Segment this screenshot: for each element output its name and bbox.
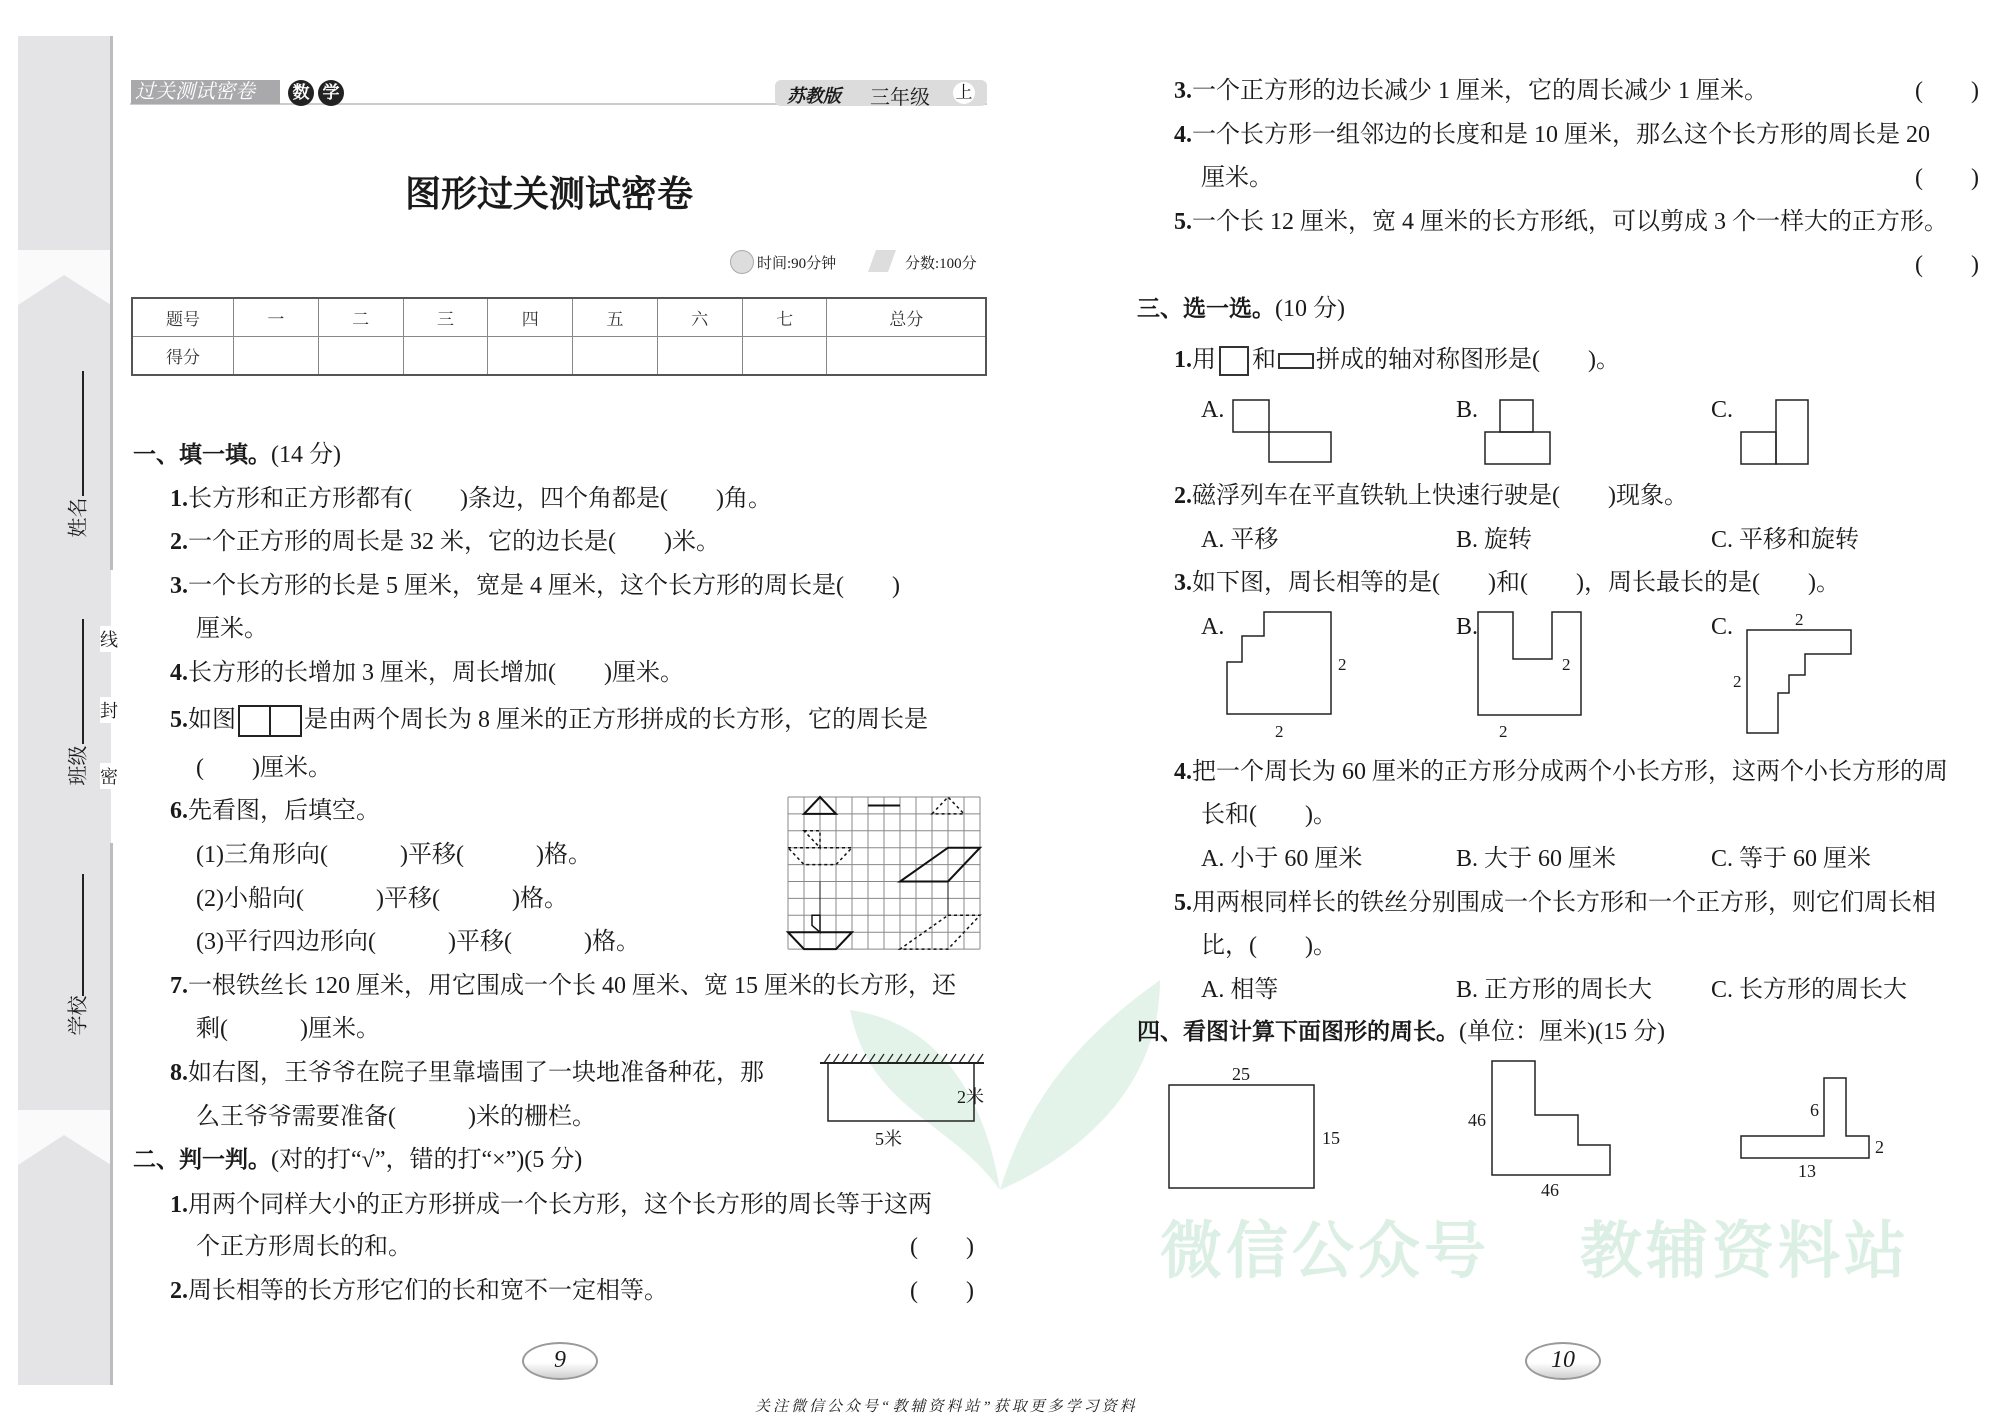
q-number: 8. [170, 1060, 188, 1086]
option-label[interactable]: C. [1711, 397, 1734, 423]
question-cont: 长和( )。 [1201, 802, 1337, 828]
q-number: 4. [1174, 759, 1192, 785]
q-text: 先看图，后填空。 [188, 798, 380, 824]
total-score: 分数:100分 [905, 256, 977, 272]
q-text: 把一个周长为 60 厘米的正方形分成两个小长方形，这两个小长方形的周 [1192, 759, 1948, 785]
series-logo: 过关测试密卷 [131, 80, 280, 104]
section-title: 二、判一判。 [133, 1147, 271, 1173]
answer-paren[interactable]: ( ) [910, 1234, 974, 1260]
answer-paren[interactable]: ( ) [1915, 165, 1979, 191]
q-number: 2. [170, 1278, 188, 1304]
answer-paren[interactable]: ( ) [1915, 252, 1979, 278]
option[interactable]: B. 大于 60 厘米 [1456, 846, 1617, 872]
sub-question: (3)平行四边形向( )平移( )格。 [196, 929, 640, 955]
q-number: 2. [170, 529, 188, 555]
dim-label: 46 [1541, 1180, 1559, 1200]
section-title: 一、填一填。 [133, 442, 271, 468]
q-number: 4. [170, 660, 188, 686]
q-text: 磁浮列车在平直铁轨上快速行驶是( )现象。 [1192, 483, 1688, 509]
option[interactable]: B. 正方形的周长大 [1456, 977, 1653, 1003]
q-text: 用两根同样长的铁丝分别围成一个长方形和一个正方形，则它们周长相 [1192, 890, 1936, 916]
time-limit: 时间:90分钟 [757, 256, 837, 272]
q-text: 周长相等的长方形它们的长和宽不一定相等。 [188, 1278, 668, 1304]
q-number: 3. [1174, 570, 1192, 596]
cell: 三 [403, 298, 488, 337]
option-label[interactable]: A. [1201, 614, 1225, 640]
cell: 二 [318, 298, 403, 337]
dim-label: 46 [1468, 1110, 1486, 1130]
dim-label: 2 [1875, 1137, 1884, 1157]
question-cont: 厘米。 [1201, 165, 1273, 191]
dim-label: 2 [1795, 610, 1804, 629]
edition-label: 苏教版 [787, 86, 841, 106]
q-number: 3. [170, 573, 188, 599]
cell: 题号 [132, 298, 234, 337]
cell: 五 [573, 298, 658, 337]
answer-paren[interactable]: ( ) [910, 1278, 974, 1304]
q-number: 7. [170, 973, 188, 999]
q-text: 用 [1192, 347, 1216, 373]
cell: 七 [742, 298, 827, 337]
cell: 一 [234, 298, 319, 337]
watermark-text-1: 微信公众号 [1160, 1214, 1491, 1287]
page-number-right: 10 [1525, 1342, 1601, 1380]
name-label: 姓名 [67, 497, 90, 538]
cell: 六 [657, 298, 742, 337]
option[interactable]: C. 等于 60 厘米 [1711, 846, 1872, 872]
seal-char-mi: 密 [100, 763, 118, 789]
option[interactable]: A. 相等 [1201, 977, 1279, 1003]
class-label: 班级 [67, 745, 90, 786]
option-label[interactable]: C. [1711, 614, 1734, 640]
question-cont: 么王爷爷需要准备( )米的栅栏。 [196, 1104, 596, 1130]
option-label[interactable]: B. [1456, 614, 1479, 640]
option[interactable]: C. 长方形的周长大 [1711, 977, 1908, 1003]
grade-label: 三年级 [870, 87, 930, 109]
page-title: 图形过关测试密卷 [405, 173, 694, 215]
q-number: 3. [1174, 78, 1192, 104]
dim-label: 2 [1275, 722, 1284, 741]
q-text: 用两个同样大小的正方形拼成一个长方形，这个长方形的周长等于这两 [188, 1192, 932, 1218]
subject-badge-1: 数 [288, 80, 314, 106]
seal-char-xian: 线 [100, 626, 118, 652]
fence-length-label: 5米 [875, 1129, 902, 1149]
section-title: 四、看图计算下面图形的周长。 [1137, 1019, 1459, 1045]
q-number: 1. [1174, 347, 1192, 373]
q-text: 一个长方形的长是 5 厘米，宽是 4 厘米，这个长方形的周长是( ) [188, 573, 900, 599]
section-points: (对的打“√”，错的打“×”)(5 分) [271, 1147, 583, 1173]
fence-width-label: 2米 [957, 1087, 984, 1107]
answer-paren[interactable]: ( ) [1915, 78, 1979, 104]
section-points: (10 分) [1275, 296, 1345, 322]
q-number: 5. [1174, 209, 1192, 235]
q-text: 拼成的轴对称图形是( )。 [1316, 347, 1620, 373]
q-text: 和 [1252, 347, 1276, 373]
q-number: 4. [1174, 122, 1192, 148]
q-text: 一个正方形的周长是 32 米，它的边长是( )米。 [188, 529, 720, 555]
q-number: 6. [170, 798, 188, 824]
school-label: 学校 [67, 995, 90, 1036]
question-cont: ( )厘米。 [196, 755, 332, 781]
q-text: 一根铁丝长 120 厘米，用它围成一个长 40 厘米、宽 15 厘米的长方形，还 [188, 973, 956, 999]
question-cont: 剩( )厘米。 [196, 1016, 380, 1042]
subject-badge-2: 学 [318, 80, 344, 106]
dim-label: 2 [1562, 655, 1571, 674]
cell: 总分 [827, 298, 986, 337]
q-number: 1. [170, 486, 188, 512]
dim-label: 25 [1232, 1064, 1250, 1084]
watermark-text-2: 教辅资料站 [1580, 1214, 1911, 1287]
q-text: 一个长方形一组邻边的长度和是 10 厘米，那么这个长方形的周长是 20 [1192, 122, 1930, 148]
q-number: 5. [1174, 890, 1192, 916]
q-text: 长方形和正方形都有( )条边，四个角都是( )角。 [188, 486, 772, 512]
q-number: 2. [1174, 483, 1192, 509]
q-text: 如右图，王爷爷在院子里靠墙围了一块地准备种花，那 [188, 1060, 764, 1086]
q-text: 如下图，周长相等的是( )和( )，周长最长的是( )。 [1192, 570, 1840, 596]
dim-label: 6 [1810, 1100, 1819, 1120]
question-cont: 厘米。 [196, 616, 268, 642]
cell: 得分 [132, 337, 234, 376]
q-text: 如图 [188, 707, 236, 733]
dim-label: 13 [1798, 1161, 1816, 1181]
q-text: 长方形的长增加 3 厘米，周长增加( )厘米。 [188, 660, 684, 686]
dim-label: 2 [1733, 672, 1742, 691]
option[interactable]: B. 旋转 [1456, 527, 1533, 553]
section-points: (14 分) [271, 442, 341, 468]
sub-question: (2)小船向( )平移( )格。 [196, 886, 568, 912]
seal-char-feng: 封 [100, 697, 118, 723]
question-cont: 比，( )。 [1201, 933, 1337, 959]
option-label[interactable]: A. [1201, 397, 1225, 423]
question-cont: 个正方形周长的和。 [196, 1234, 412, 1260]
option[interactable]: A. 小于 60 厘米 [1201, 846, 1363, 872]
q-text: 一个正方形的边长减少 1 厘米，它的周长减少 1 厘米。 [1192, 78, 1768, 104]
q-text: 是由两个周长为 8 厘米的正方形拼成的长方形，它的周长是 [304, 707, 928, 733]
option[interactable]: A. 平移 [1201, 527, 1279, 553]
cell: 四 [488, 298, 573, 337]
section-points: (单位：厘米)(15 分) [1459, 1019, 1665, 1045]
dim-label: 2 [1499, 722, 1508, 741]
term-label: 上 [953, 82, 975, 104]
section-title: 三、选一选。 [1137, 296, 1275, 322]
dim-label: 2 [1338, 655, 1347, 674]
footer-note: 关注微信公众号“教辅资料站”获取更多学习资料 [755, 1399, 1138, 1415]
q-number: 5. [170, 707, 188, 733]
option[interactable]: C. 平移和旋转 [1711, 527, 1860, 553]
q-text: 一个长 12 厘米，宽 4 厘米的长方形纸，可以剪成 3 个一样大的正方形。 [1192, 209, 1948, 235]
sub-question: (1)三角形向( )平移( )格。 [196, 842, 592, 868]
page-number-left: 9 [522, 1342, 598, 1380]
q-number: 1. [170, 1192, 188, 1218]
dim-label: 15 [1322, 1128, 1340, 1148]
option-label[interactable]: B. [1456, 397, 1479, 423]
